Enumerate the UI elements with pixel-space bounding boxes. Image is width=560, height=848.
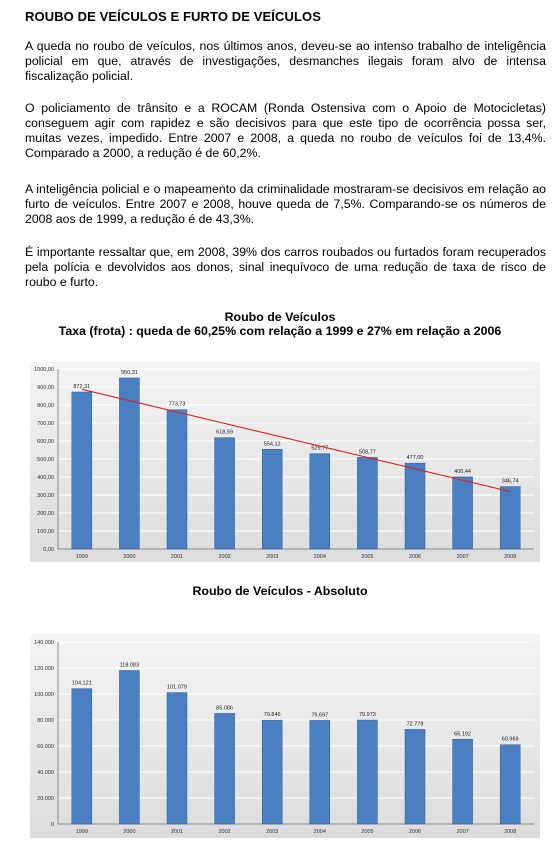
chart1-bar-2003: [262, 449, 282, 549]
chart1-bar-2005: [357, 457, 377, 549]
chart1-data-label: 950,31: [120, 369, 138, 376]
chart2-xtick-label: 2000: [123, 829, 136, 835]
chart2-ytick-label: 140.000: [34, 640, 54, 646]
chart1-bar-2000: [119, 378, 139, 549]
paragraph-4: É importante ressaltar que, em 2008, 39% dos carros roubados ou furtados foram recuperados pela polícia e devolvidos aos donos, sinal inequívoco de uma redução de taxa de risco de roubo e furto.: [25, 245, 546, 289]
chart2-data-label: 79.846: [263, 712, 281, 719]
chart2-bar-2004: [310, 720, 330, 824]
chart1-panel: [30, 362, 540, 562]
chart2-bar-1999: [72, 689, 92, 824]
chart2-bar-2006: [405, 729, 425, 824]
chart1-ytick-label: 1000,00: [34, 367, 54, 373]
chart1-data-label: 872,31: [73, 383, 91, 390]
chart2-ytick-label: 60.000: [37, 744, 54, 750]
chart2-ytick-label: 80.000: [37, 718, 54, 724]
chart2-data-label: 60.969: [501, 736, 519, 743]
chart1-bar-2002: [215, 438, 235, 549]
chart2-ytick-label: 100.000: [34, 692, 54, 698]
chart2-xtick-label: 2003: [266, 829, 279, 835]
chart1-xtick-label: 2007: [456, 554, 469, 560]
chart2-xtick-label: 2004: [313, 829, 326, 835]
chart1-data-label: 346,74: [501, 478, 519, 485]
chart2-data-label: 79.973: [358, 712, 376, 719]
chart1-ytick-label: 400,00: [37, 475, 54, 481]
page-title: ROUBO DE VEÍCULOS E FURTO DE VEÍCULOS: [25, 9, 321, 24]
chart1-data-label: 477,00: [406, 455, 424, 462]
chart2-bar-2007: [453, 739, 473, 824]
chart1-ytick-label: 700,00: [37, 421, 54, 427]
chart2-xtick-label: 1999: [75, 829, 88, 835]
chart1-bar-1999: [72, 392, 92, 549]
chart2-xtick-label: 2007: [456, 829, 469, 835]
chart1-xtick-label: 1999: [75, 554, 88, 560]
chart2-data-label: 118.083: [119, 662, 140, 669]
chart2-bar-2003: [262, 720, 282, 824]
chart2-panel: [30, 634, 540, 838]
chart1-data-label: 400,44: [454, 468, 472, 475]
paragraph-3: A inteligência policial e o mapeamento da criminalidade mostraram-se decisivos em relação ao furto de veículos. Entre 2007 e 2008, houve queda de 7,5%. Comparando-se os números de 2008 aos de 1999, a redução é de 43,3%.: [25, 182, 546, 226]
chart2-data-label: 79.697: [311, 712, 329, 719]
paragraph-2: O policiamento de trânsito e a ROCAM (Ronda Ostensiva com o Apoio de Motocicletas) conseguem agir com rapidez e são decisivos para que este tipo de ocorrência possa ser, muitas vezes, impedido. Entre 2007 e 2008, a queda no roubo de veículos foi de 13,4%. Comparado a 2000, a redução é de 60,2%.: [25, 101, 546, 160]
chart1-bar-2001: [167, 410, 187, 549]
chart2-xtick-label: 2001: [170, 829, 184, 835]
chart1-ytick-label: 0,00: [43, 547, 54, 553]
chart2-data-label: 101.079: [167, 684, 187, 691]
chart1-ytick-label: 600,00: [37, 439, 54, 445]
chart2-title: Roubo de Veículos - Absoluto: [192, 584, 368, 598]
chart1-svg: [30, 362, 540, 562]
chart2-ytick-label: 20.000: [37, 796, 54, 802]
paragraph-1: A queda no roubo de veículos, nos últimos anos, deveu-se ao intenso trabalho de inteligência policial em que, através de investigações, desmanches ilegais foram alvo de intensa fiscalização policial.: [25, 39, 546, 83]
chart2-ytick-label: 120.000: [34, 666, 54, 672]
chart1-ytick-label: 800,00: [37, 403, 54, 409]
chart1-ytick-label: 500,00: [37, 457, 54, 463]
chart1-xtick-label: 2008: [504, 554, 517, 560]
chart1-data-label: 618,59: [216, 429, 234, 436]
chart1-bar-2004: [310, 454, 330, 549]
chart2-ytick-label: 0: [50, 822, 54, 828]
chart2-data-label: 72.778: [406, 721, 424, 728]
chart2-xtick-label: 2005: [361, 829, 374, 835]
chart1-xtick-label: 2003: [266, 554, 279, 560]
chart2-bar-2000: [119, 670, 139, 824]
chart1-bar-2006: [405, 463, 425, 549]
chart1-ytick-label: 300,00: [37, 493, 54, 499]
chart1-data-label: 529,77: [311, 445, 329, 452]
chart2-data-label: 65.192: [454, 731, 472, 738]
chart1-bar-2007: [453, 477, 473, 549]
chart1-data-label: 773,73: [168, 401, 186, 408]
chart2-data-label: 85.086: [216, 705, 234, 712]
chart2-svg: [30, 634, 540, 838]
chart2-xtick-label: 2006: [408, 829, 422, 835]
chart2-data-label: 104.121: [71, 680, 92, 687]
chart1-data-label: 554,12: [263, 441, 281, 448]
chart2-bar-2008: [500, 745, 520, 824]
chart2-xtick-label: 2008: [504, 829, 517, 835]
chart1-ytick-label: 100,00: [37, 529, 54, 535]
chart2-bar-2001: [167, 693, 187, 824]
chart1-xtick-label: 2002: [218, 554, 231, 560]
chart1-xtick-label: 2006: [408, 554, 422, 560]
chart2-bar-2005: [357, 720, 377, 824]
chart1-ytick-label: 900,00: [37, 385, 54, 391]
chart1-data-label: 508,77: [358, 449, 376, 456]
chart1-title: Roubo de Veículos: [224, 310, 336, 324]
chart2-xtick-label: 2002: [218, 829, 231, 835]
chart1-xtick-label: 2000: [123, 554, 136, 560]
chart1-xtick-label: 2005: [361, 554, 374, 560]
chart1-xtick-label: 2004: [313, 554, 326, 560]
chart1-subtitle: Taxa (frota) : queda de 60,25% com relação a 1999 e 27% em relação a 2006: [58, 324, 502, 338]
chart1-ytick-label: 200,00: [37, 511, 54, 517]
chart1-xtick-label: 2001: [170, 554, 184, 560]
chart2-ytick-label: 40.000: [37, 770, 54, 776]
chart2-bar-2002: [215, 713, 235, 824]
chart1-bar-2008: [500, 487, 520, 549]
